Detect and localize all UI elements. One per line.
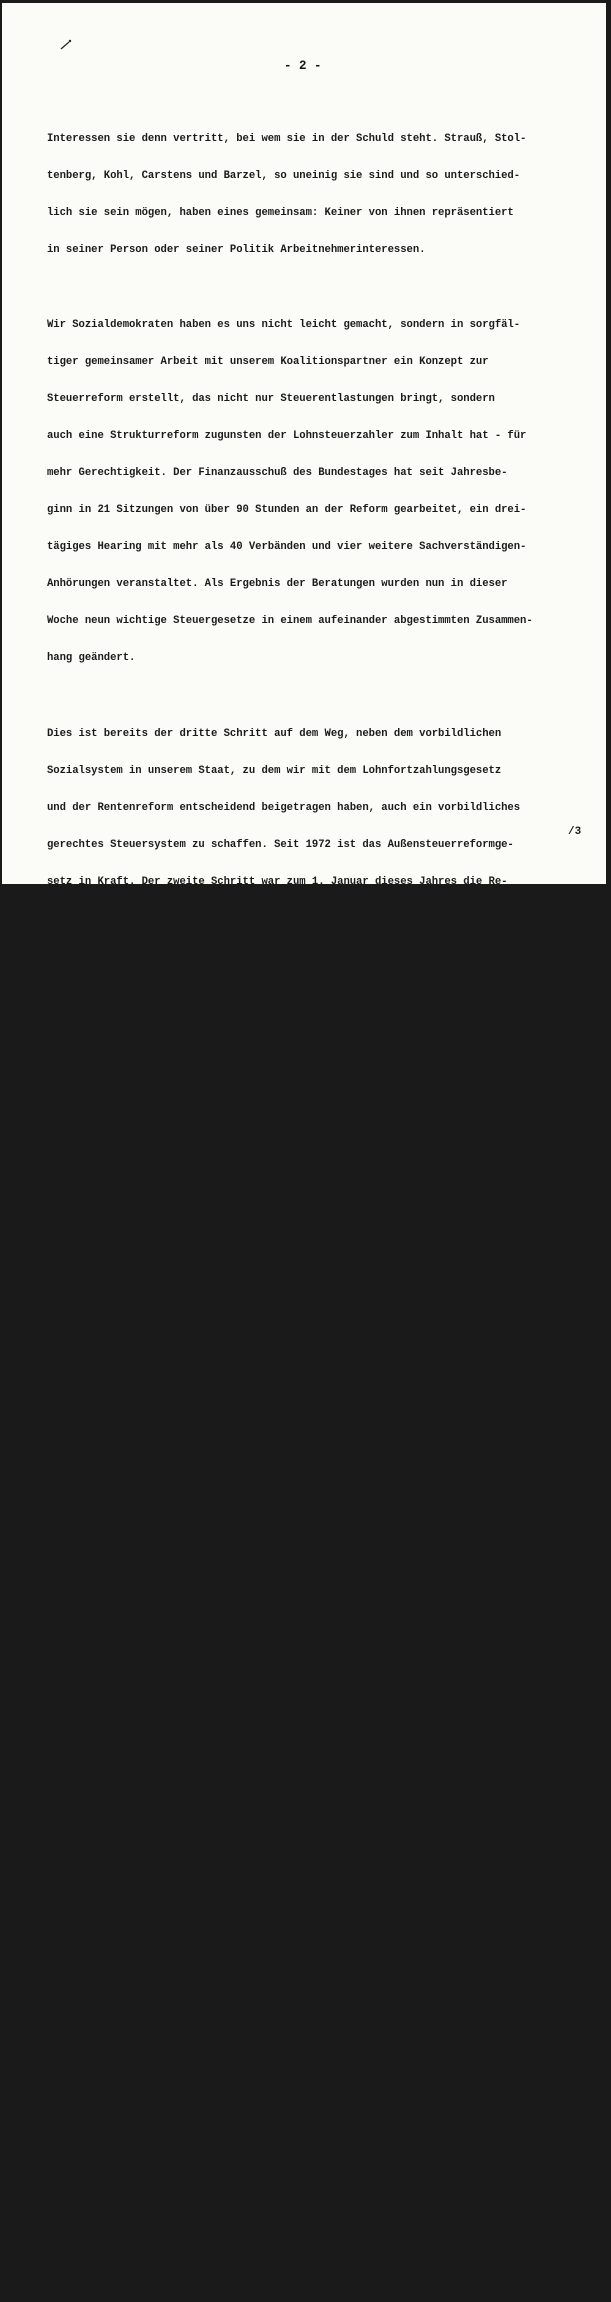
text-line: Wir Sozialdemokraten haben es uns nicht leicht gemacht, sondern in sorgfäl- [47,319,521,331]
text-line: Bei der Reform der Lohn- und Einkommensteuer sind in unserem umfangreichen [47,1322,514,1335]
continuation-marker: /3 [568,826,582,838]
text-line: 600 Mark erhöht und künftig mit 22 % von der Steuerschuld abgezogen und [47,1806,495,1819]
text-line: lich sie sein mögen, haben eines gemeinsam: Keiner von ihnen repräsentiert [47,206,514,219]
text-line: form der Grundsteuer, der Erbschaftssteuer und der Vermögenssteuer. Und [47,912,495,925]
text-line: hang geändert. [47,652,136,665]
text-line: gewährleistet eine gleichmäßige Entlastung unabhängig von der Höhe des [47,1582,489,1595]
text-line: Einkommens der Eltern. [47,1619,186,1632]
text-line: ginn in 21 Sitzungen von über 90 Stunden an der Reform gearbeitet, ein drei- [47,504,527,517]
text-line: lich mit einem Satz von 22 % von der Steuerschuld abgezogen werden, erhal- [47,2028,514,2041]
text-line: von der Höhe des Einkommens. Die Berücksichtigung von Vorsorgeaufwendungen, [47,1880,521,1893]
text-line: Ähnlich ist es mit dem Abzug der Sonderausgaben und des Arbeitnehmerfrei- [47,1694,508,1707]
text-line: Woche neun wichtige Steuergesetze in einem aufeinander abgestimmten Zusammen- [47,615,533,628]
paragraph [47,2153,607,2289]
text-line: che steuerliche Begünstigung ihrer Vorsorgeaufwendungen. [47,2102,401,2115]
text-line: setz in Kraft. Der zweite Schritt war zum 1. Januar dieses Jahres die Re- [47,875,508,888]
paragraph [47,1298,607,1434]
text-line: tiger gemeinsamer Arbeit mit unserem Koalitionspartner ein Konzept zur [47,356,489,369]
text-line: mittelständischen Gewerbebetriebe werden um eine Dreiviertel-Milliarde Mark [47,1173,521,1186]
paragraph [47,108,607,281]
text-line: auch eine Strukturreform zugunsten der Lohnsteuerzahler zum Inhalt hat - für [47,430,527,443]
text-line: steuerlich entlastet und damit in ihrer Wettbewerbsfähigkeit gegenüber [47,1210,489,1223]
text-line: steuer beschlossen, die eigentlich sogar ein Doppelschritt ist, weil auch [47,986,508,999]
document-body [47,108,607,2302]
paragraph [47,1670,607,2139]
text-line: führt damit zu einer für alle Arbeitnehmer gleichen Entlastung unabhängig [47,1843,508,1856]
text-line: wesentliche Verbesserungen der Gewerbesteuer vorgenommen werden. [47,1023,451,1036]
text-line: bei steigenden Einkommen zu einer wachsenden Vergünstigung. Wer mehr ver- [47,1508,508,1521]
paragraph [47,1074,607,1284]
text-line: Wer mehrere 100.000 Mark verdient, der soll (wenns nach der CDU/CSU ginge) [47,2251,514,2264]
text-line: Die bisherige Kinderfreibeträge bei der Einkommen- und Lohnsteuer führten [47,1471,508,1484]
text-line: ten alle - unabhängig von der Höhe des Einkommens - eine prozentuale glei- [47,2065,514,2078]
paragraph [47,703,607,1061]
text-line: Um mit dem letzgenannten anzufangen: Von den 1,6 Millionen Gewerbetrieben [47,1098,508,1111]
text-line: Dies ist bereits der dritte Schritt auf dem Weg, neben dem vorbildlichen [47,727,502,740]
text-line: mehr Gerechtigkeit. Der Finanzausschuß des Bundestages hat seit Jahresbe- [47,467,508,480]
text-line: werden 800.000 von der Gewerbeertragssteuer befreit, also jeder zweite. Die [47,1136,521,1148]
text-line: gerechtes Steuersystem zu schaffen. Seit 1972 ist das Außensteuerreformge- [47,838,514,851]
text-line: Steuerreform erstellt, das nicht nur Steuerentlastungen bringt, sondern [47,393,495,406]
paragraph [47,1447,607,1657]
text-line: Interessen sie denn vertritt, bei wem sie in der Schuld steht. Strauß, Stol- [47,132,527,145]
text-line: Anhörungen veranstaltet. Als Ergebnis der Beratungen wurden nun in dieser [47,578,508,591]
text-line: recht verteilt bleiben. Ein Beispiel für eine Familie mit zwei Kindern: [47,2214,495,2227]
page-number: - 2 - [284,59,322,73]
text-line: in seiner Person oder seiner Politik Arbeitnehmerinteressen. [47,243,426,256]
text-line: grundlage, wie die Fachleute sagen. Der Arbeitnehmerfreibetrag wird auf [47,1769,495,1781]
text-line: Die CDU/CSU ist gegen diese Reform. Sie will, daß die Steuerlasten unge- [47,2177,502,2190]
text-line: dient, dessen Kind war gegenüber dem Finanzamt "mehr wert". Die Neuregelung [47,1545,521,1558]
pen-mark-icon [60,39,72,51]
text-line: also zum Beispiel Lebensversicherungen, die bisher als Sonderausgaben gel- [47,1917,514,1930]
paragraph [47,294,607,689]
text-line: finanzstarken Großunternehmen gefördert. [47,1247,300,1260]
text-line: tägiges Hearing mit mehr als 40 Verbänden und vier weitere Sachverständigen- [47,541,527,554]
text-line: Sozialsystem in unserem Staat, zu dem wir mit dem Lohnfortzahlungsgesetz [47,764,502,777]
text-line: betrages von der Steuerschuld und nicht mehr wie bisher von der Bemessungs- [47,1731,521,1744]
text-line: tenberg, Kohl, Carstens und Barzel, so uneinig sie sind und so unterschied- [47,169,521,182]
text-line: die wirtschaftliche Entwicklung angepaßt. Dadurch, daß sie künftig einheit- [47,1991,521,2004]
text-line: und der Rentenreform entscheidend beigetragen haben, auch ein vorbildliches [47,801,521,814]
text-line: tend gemacht werden können, wird durch eine Erhöhung der Höchstbeträge an [47,1954,508,1967]
text-line: jetzt ist zum 1. Januar kommenden Jahres die Reform der Einkommen- und Lohn- [47,949,527,962]
text-line: des Sonderausgabenabzugs. [47,1396,205,1409]
text-line: Konzept die zentralen Punkte die neue Kindergeldregelung und die Änderung [47,1359,508,1372]
document-page [2,3,606,2264]
